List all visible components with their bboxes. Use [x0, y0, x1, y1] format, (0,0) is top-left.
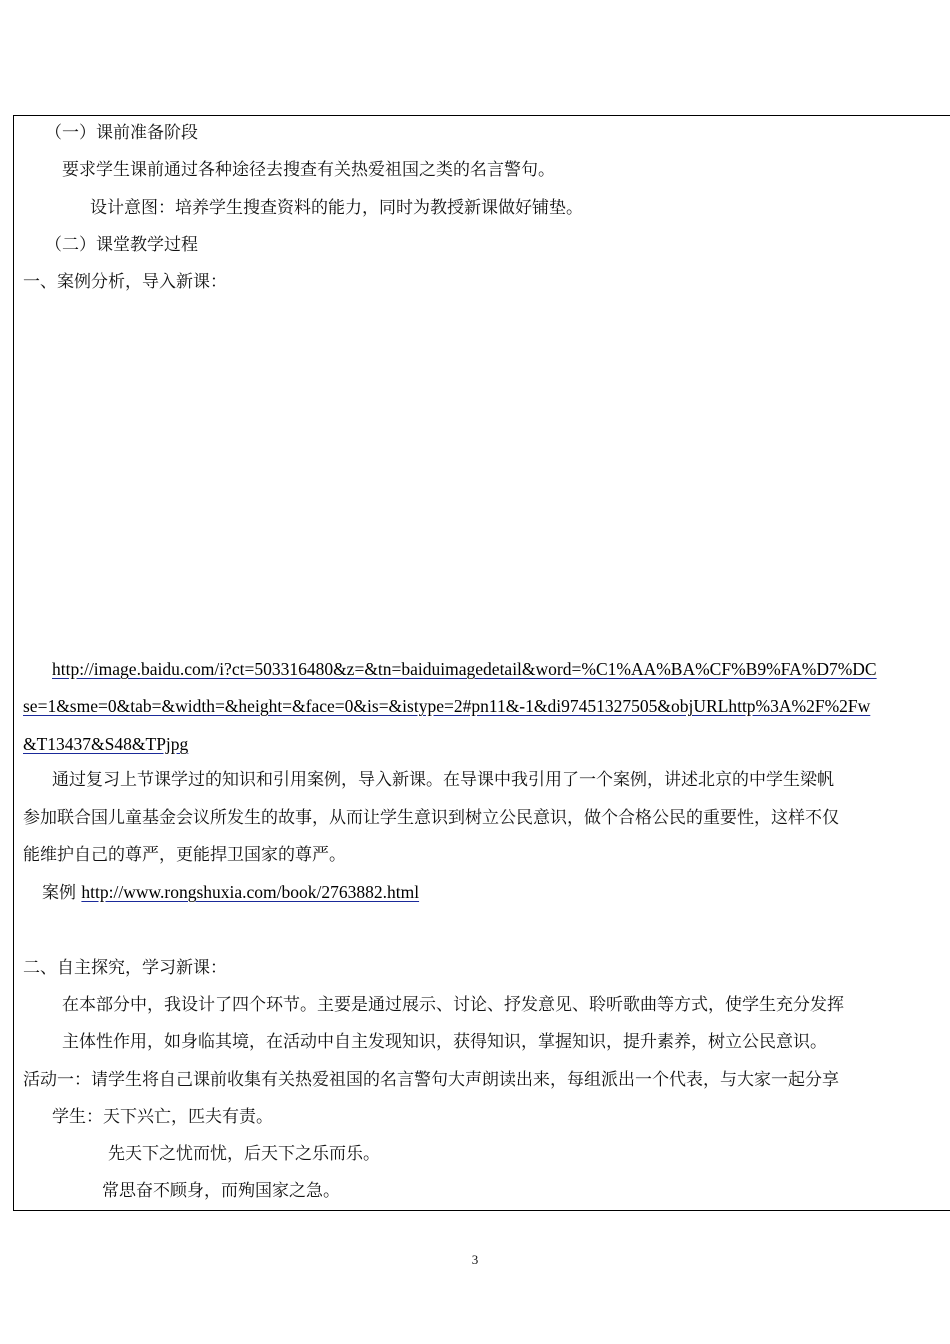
prep-task: 要求学生课前通过各种途径去搜查有关热爱祖国之类的名言警句。 [62, 160, 555, 180]
image-url-line-2[interactable]: se=1&sme=0&tab=&width=&height=&face=0&is=&istype=2#pn11&-1&di97451327505&objURLhttp%3A%2F%2Fw [23, 696, 871, 716]
case-url-link[interactable]: http://www.rongshuxia.com/book/2763882.html [81, 882, 420, 902]
case-label: 案例 [42, 883, 76, 903]
part2-intro-line-2: 主体性作用，如身临其境，在活动中自主发现知识，获得知识，掌握知识，提升素养，树立公民意识。 [62, 1032, 827, 1052]
page-number: 3 [471, 1252, 479, 1267]
image-url-line-1[interactable]: http://image.baidu.com/i?ct=503316480&z=&tn=baiduimagedetail&word=%C1%AA%BA%CF%B9%FA%D7%DC [52, 659, 877, 679]
quote-3: 常思奋不顾身，而殉国家之急。 [102, 1181, 340, 1201]
part1-paragraph-line-2: 参加联合国儿童基金会议所发生的故事，从而让学生意识到树立公民意识，做个合格公民的重要性，这样不仅 [23, 808, 839, 828]
image-url-line-3[interactable]: &T13437&S48&TPjpg [23, 734, 189, 754]
quote-2: 先天下之忧而忧，后天下之乐而乐。 [108, 1144, 380, 1164]
case-row [42, 882, 419, 903]
prep-intent: 设计意图：培养学生搜查资料的能力，同时为教授新课做好铺垫。 [90, 198, 583, 218]
part1-heading: 一、案例分析，导入新课： [23, 272, 227, 292]
part1-paragraph-line-3: 能维护自己的尊严，更能捍卫国家的尊严。 [23, 845, 346, 865]
activity-1: 活动一：请学生将自己课前收集有关热爱祖国的名言警句大声朗读出来，每组派出一个代表，与大家一起分享 [23, 1070, 839, 1090]
prep-heading: （一）课前准备阶段 [45, 123, 198, 143]
part1-paragraph-line-1: 通过复习上节课学过的知识和引用案例，导入新课。在导课中我引用了一个案例，讲述北京的中学生梁帆 [52, 770, 834, 790]
class-heading: （二）课堂教学过程 [45, 235, 198, 255]
part2-heading: 二、自主探究，学习新课： [23, 958, 227, 978]
part2-intro-line-1: 在本部分中，我设计了四个环节。主要是通过展示、讨论、抒发意见、聆听歌曲等方式，使学生充分发挥 [62, 995, 844, 1015]
quote-1: 学生：天下兴亡，匹夫有责。 [52, 1107, 273, 1127]
